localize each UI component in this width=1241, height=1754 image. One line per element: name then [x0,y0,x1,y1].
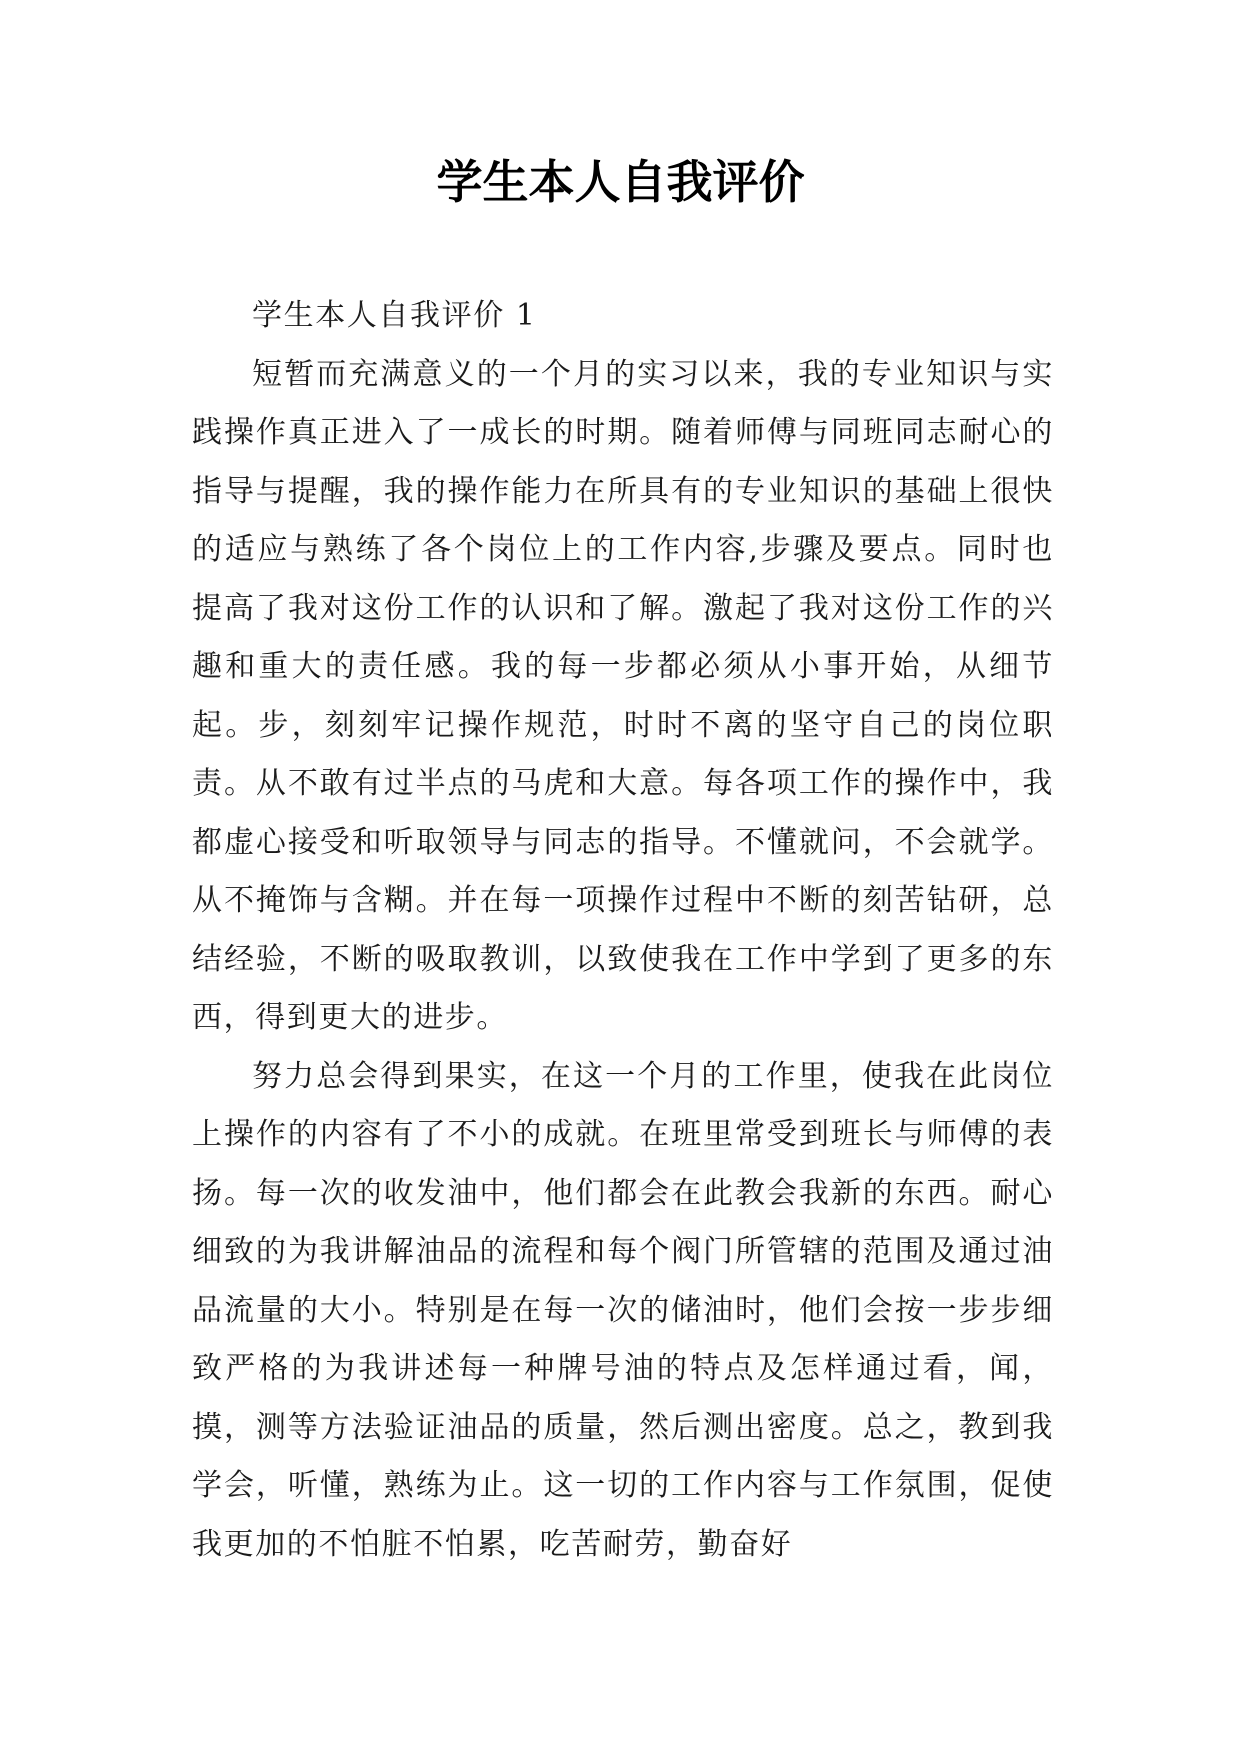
section-heading: 学生本人自我评价 1 [252,298,537,333]
body-paragraph: 努力总会得到果实，在这一个月的工作里，使我在此岗位上操作的内容有了不小的成就。在班里常受到班长与师傅的表扬。每一次的收发油中，他们都会在此教会我新的东西。耐心细致的为我讲解油品的流程和每个阀门所管辖的范围及通过油品流量的大小。特别是在每一次的储油时，他们会按一步步细致严格的为我讲述每一种牌号油的特点及怎样通过看，闻，摸，测等方法验证油品的质量，然后测出密度。总之，教到我学会，听懂，熟练为止。这一切的工作内容与工作氛围，促使我更加的不怕脏不怕累，吃苦耐劳，勤奋好 [192,1058,1054,1562]
document-title: 学生本人自我评价 [436,155,805,209]
document-body [192,287,1054,1574]
body-paragraph: 短暂而充满意义的一个月的实习以来，我的专业知识与实践操作真正进入了一成长的时期。随着师傅与同班同志耐心的指导与提醒，我的操作能力在所具有的专业知识的基础上很快的适应与熟练了各个岗位上的工作内容,步骤及要点。同时也提高了我对这份工作的认识和了解。激起了我对这份工作的兴趣和重大的责任感。我的每一步都必须从小事开始，从细节起。步，刻刻牢记操作规范，时时不离的坚守自己的岗位职责。从不敢有过半点的马虎和大意。每各项工作的操作中，我都虚心接受和听取领导与同志的指导。不懂就问，不会就学。从不掩饰与含糊。并在每一项操作过程中不断的刻苦钻研，总结经验，不断的吸取教训，以致使我在工作中学到了更多的东西，得到更大的进步。 [192,356,1054,1035]
